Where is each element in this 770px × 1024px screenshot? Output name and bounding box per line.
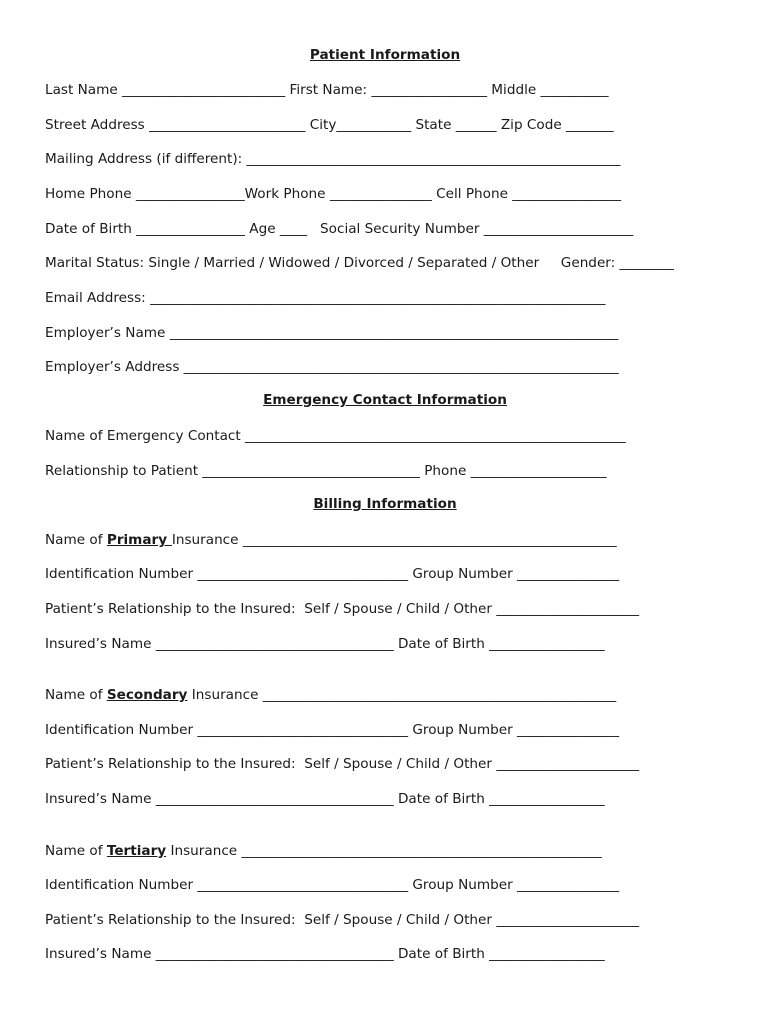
billing-information-heading: Billing Information xyxy=(313,496,457,512)
tertiary-insured-name-row: Insured’s Name ___________________________________ Date of Birth _________________ xyxy=(45,946,605,962)
email-row: Email Address: ___________________________________________________________________ xyxy=(45,290,606,306)
primary-insured-name-row: Insured’s Name ___________________________________ Date of Birth _________________ xyxy=(45,636,605,652)
tertiary-identification-row: Identification Number _______________________________ Group Number _______________ xyxy=(45,877,619,893)
tertiary-insurance-suffix: Insurance _____________________________________________________ xyxy=(166,843,602,859)
primary-insurance-prefix: Name of xyxy=(45,532,107,548)
birth-ssn-row: Date of Birth ________________ Age ____ Social Security Number ______________________ xyxy=(45,221,634,237)
primary-insurance-emphasis: Primary xyxy=(106,532,172,548)
name-row: Last Name ________________________ First Name: _________________ Middle __________ xyxy=(45,82,609,98)
primary-insurance-suffix: Insurance _______________________________________________________ xyxy=(171,532,617,548)
secondary-identification-row: Identification Number _______________________________ Group Number _______________ xyxy=(45,722,619,738)
primary-insurance-row xyxy=(45,531,617,549)
primary-relationship-row: Patient’s Relationship to the Insured: Self / Spouse / Child / Other _____________________ xyxy=(45,601,640,617)
phone-row: Home Phone ________________Work Phone _______________ Cell Phone ________________ xyxy=(45,186,622,202)
tertiary-relationship-row: Patient’s Relationship to the Insured: Self / Spouse / Child / Other _____________________ xyxy=(45,912,640,928)
secondary-insurance-row xyxy=(45,686,616,704)
secondary-insured-name-row: Insured’s Name ___________________________________ Date of Birth _________________ xyxy=(45,791,605,807)
secondary-relationship-row: Patient’s Relationship to the Insured: Self / Spouse / Child / Other _____________________ xyxy=(45,756,640,772)
secondary-insurance-prefix: Name of xyxy=(45,687,107,703)
primary-identification-row: Identification Number _______________________________ Group Number _______________ xyxy=(45,566,619,582)
marital-status-row: Marital Status: Single / Married / Widowed / Divorced / Separated / Other Gender: ________ xyxy=(45,255,674,271)
employer-address-row: Employer’s Address ________________________________________________________________ xyxy=(45,359,619,375)
tertiary-insurance-emphasis: Tertiary xyxy=(106,843,167,859)
emergency-contact-heading: Emergency Contact Information xyxy=(263,392,507,408)
employer-name-row: Employer’s Name __________________________________________________________________ xyxy=(45,325,619,341)
secondary-insurance-emphasis: Secondary xyxy=(106,687,188,703)
emergency-relationship-row: Relationship to Patient ________________________________ Phone ____________________ xyxy=(45,463,607,479)
patient-information-heading: Patient Information xyxy=(309,47,461,63)
secondary-insurance-suffix: Insurance ____________________________________________________ xyxy=(187,687,617,703)
street-address-row: Street Address _______________________ City___________ State ______ Zip Code _______ xyxy=(45,117,614,133)
mailing-address-row: Mailing Address (if different): _______________________________________________________ xyxy=(45,151,621,167)
emergency-contact-name-row: Name of Emergency Contact ________________________________________________________ xyxy=(45,428,626,444)
tertiary-insurance-prefix: Name of xyxy=(45,843,107,859)
tertiary-insurance-row xyxy=(45,842,602,860)
